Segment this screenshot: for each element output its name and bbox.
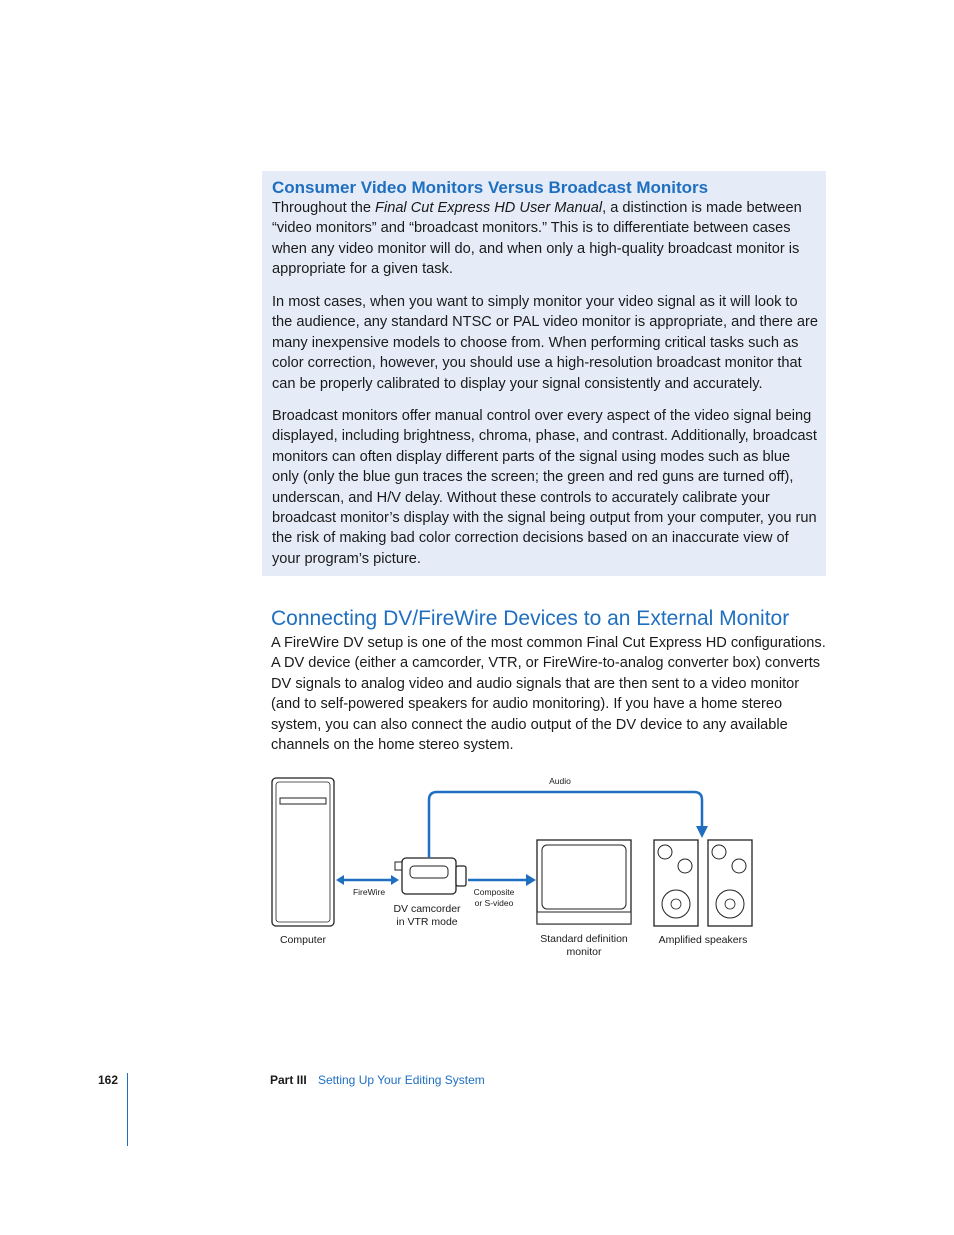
sidebar-paragraph-3: Broadcast monitors offer manual control over every aspect of the video signal being displayed, including brightness, chroma, phase, and contrast. Additionally, broadcast monitors can often display different parts of the signal using modes such as blue only (only the blue gun traces the screen; the green and red guns are turned off), underscan, and H/V delay. Without these controls to accurately calibrate your broadcast monitor’s display with the signal being output from your computer, you run the risk of making bad color correction decisions based on an inaccurate view of your program’s picture. xyxy=(272,408,817,567)
section-title: Connecting DV/FireWire Devices to an External Monitor xyxy=(271,607,790,630)
computer-label: Computer xyxy=(279,934,327,946)
section-body: A FireWire DV setup is one of the most common Final Cut Express HD configurations. A DV device (either a camcorder, VTR, or FireWire-to-analog converter box) converts DV signals to analog video and audio signals that are then sent to a video monitor (and to self-powered speakers for audio monitoring). If you have a home stereo system, you can also connect the audio output of the DV device to any available channels on the home stereo system. xyxy=(271,635,826,754)
sidebar-paragraph-2: In most cases, when you want to simply monitor your video signal as it will look to the audience, any standard NTSC or PAL video monitor is appropriate, and there are many inexpensive models to choose from. When performing critical tasks such as color correction, however, you should use a high-resolution broadcast monitor that can be properly calibrated to display your signal consistently and accurately. xyxy=(272,294,818,392)
manual-title: Final Cut Express HD User Manual xyxy=(375,200,603,216)
composite-label xyxy=(466,887,522,909)
camcorder-label-line-2: in VTR mode xyxy=(396,916,458,928)
monitor-label xyxy=(526,933,642,959)
monitor-label-line-2: monitor xyxy=(566,946,602,958)
composite-label-line-1: Composite xyxy=(473,887,515,897)
speaker-right-icon xyxy=(708,840,752,926)
p1-text-end: , a distinction is made between “video monitors” and “broadcast monitors.” This is to differentiate between cases when any video monitor will do, and when only a high-quality broadcast monitor is appropriate for a given task. xyxy=(272,200,802,278)
composite-label-line-2: or S-video xyxy=(474,898,514,908)
firewire-arrow xyxy=(336,875,399,885)
camcorder-label-line-1: DV camcorder xyxy=(393,903,461,915)
camcorder-icon xyxy=(395,858,466,894)
connection-diagram xyxy=(262,770,782,970)
part-label: Part III xyxy=(270,1073,307,1087)
monitor-icon xyxy=(537,840,631,924)
sidebar-title: Consumer Video Monitors Versus Broadcast Monitors xyxy=(272,178,709,197)
firewire-label: FireWire xyxy=(352,887,386,897)
p1-text-start: Throughout the xyxy=(272,200,376,216)
speakers-label: Amplified speakers xyxy=(658,934,748,946)
page-number: 162 xyxy=(98,1073,119,1087)
audio-label: Audio xyxy=(549,776,571,786)
monitor-label-line-1: Standard definition xyxy=(540,933,628,945)
part-title: Setting Up Your Editing System xyxy=(318,1073,485,1087)
computer-tower-icon xyxy=(272,778,334,926)
sidebar-paragraph-1 xyxy=(272,198,820,280)
speaker-left-icon xyxy=(654,840,698,926)
composite-arrow xyxy=(468,874,536,886)
camcorder-label xyxy=(384,903,470,929)
footer-rule xyxy=(127,1073,128,1146)
